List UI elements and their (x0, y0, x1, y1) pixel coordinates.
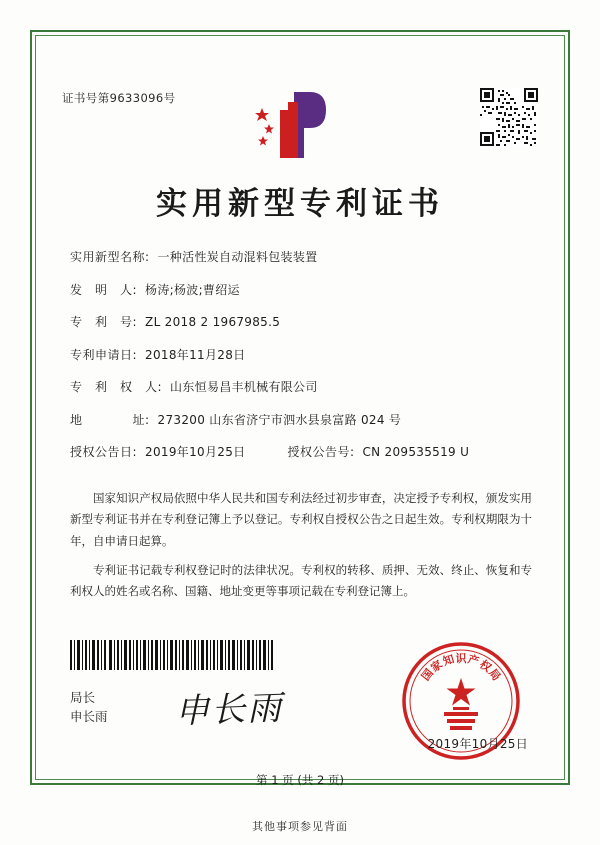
field-value-invention-name: 一种活性炭自动混料包装装置 (157, 250, 318, 264)
legal-paragraph-2: 专利证书记载专利权登记时的法律状况。专利权的转移、质押、无效、终止、恢复和专利权人的姓名或名称、国籍、地址变更等事项记载在专利登记簿上。 (70, 562, 532, 599)
certificate-number: 证书号第9633096号 (62, 91, 176, 105)
field-row (70, 346, 530, 363)
field-label-application-date: 专利申请日: (70, 347, 138, 362)
svg-text:家: 家 (428, 657, 445, 675)
svg-text:权: 权 (477, 657, 494, 675)
field-label-address: 地 址: (70, 412, 150, 427)
field-row-grant (70, 443, 530, 460)
field-value-application-date: 2018年11月28日 (145, 347, 246, 362)
field-label-patentee: 专 利 权 人: (70, 380, 163, 394)
field-row (70, 411, 530, 428)
page-title: 实用新型专利证书 (156, 186, 444, 222)
corner-ornament-top-right (546, 30, 570, 54)
signature-block (70, 688, 108, 727)
page-number: 第 1 页 (共 2 页) (256, 773, 344, 787)
field-value-grant-number: CN 209535519 U (362, 445, 470, 459)
barcode-icon (70, 640, 275, 670)
field-label-patent-number: 专 利 号: (70, 315, 138, 329)
fields-section (70, 248, 530, 476)
svg-text:国: 国 (419, 666, 437, 684)
field-value-inventors: 杨涛;杨波;曹绍运 (145, 282, 240, 297)
corner-ornament-top-left (30, 30, 54, 54)
signature-title-label: 局长 (70, 690, 96, 705)
seal-date: 2019年10月25日 (427, 737, 528, 751)
field-row (70, 378, 530, 395)
field-value-patentee: 山东恒易昌丰机械有限公司 (170, 380, 318, 394)
field-label-grant-number: 授权公告号: (287, 445, 355, 459)
field-value-patent-number: ZL 2018 2 1967985.5 (145, 315, 281, 329)
svg-text:产: 产 (466, 652, 481, 669)
qr-code-icon (480, 88, 538, 146)
legal-paragraph-1: 国家知识产权局依照中华人民共和国专利法经过初步审查，决定授予专利权，颁发实用新型专利证书并在专利登记簿上予以登记。专利权自授权公告之日起生效。专利权期限为十年，自申请日起算。 (70, 491, 532, 548)
svg-text:知: 知 (441, 652, 456, 669)
footer-note: 其他事项参见背面 (252, 820, 348, 833)
svg-text:识: 识 (455, 652, 467, 665)
handwritten-signature: 申长雨 (174, 688, 284, 732)
legal-text-section (70, 488, 532, 610)
field-label-grant-date: 授权公告日: (70, 445, 138, 459)
signature-name-label: 申长雨 (70, 709, 108, 725)
field-label-inventors: 发 明 人: (70, 282, 138, 297)
field-value-address: 273200 山东省济宁市泗水县泉富路 024 号 (157, 412, 402, 427)
field-row (70, 281, 530, 298)
svg-text:局: 局 (485, 666, 503, 684)
field-row (70, 248, 530, 265)
cnipa-logo-icon (252, 88, 344, 162)
field-label-invention-name: 实用新型名称: (70, 250, 150, 264)
field-row (70, 313, 530, 330)
field-value-grant-date: 2019年10月25日 (145, 445, 246, 459)
